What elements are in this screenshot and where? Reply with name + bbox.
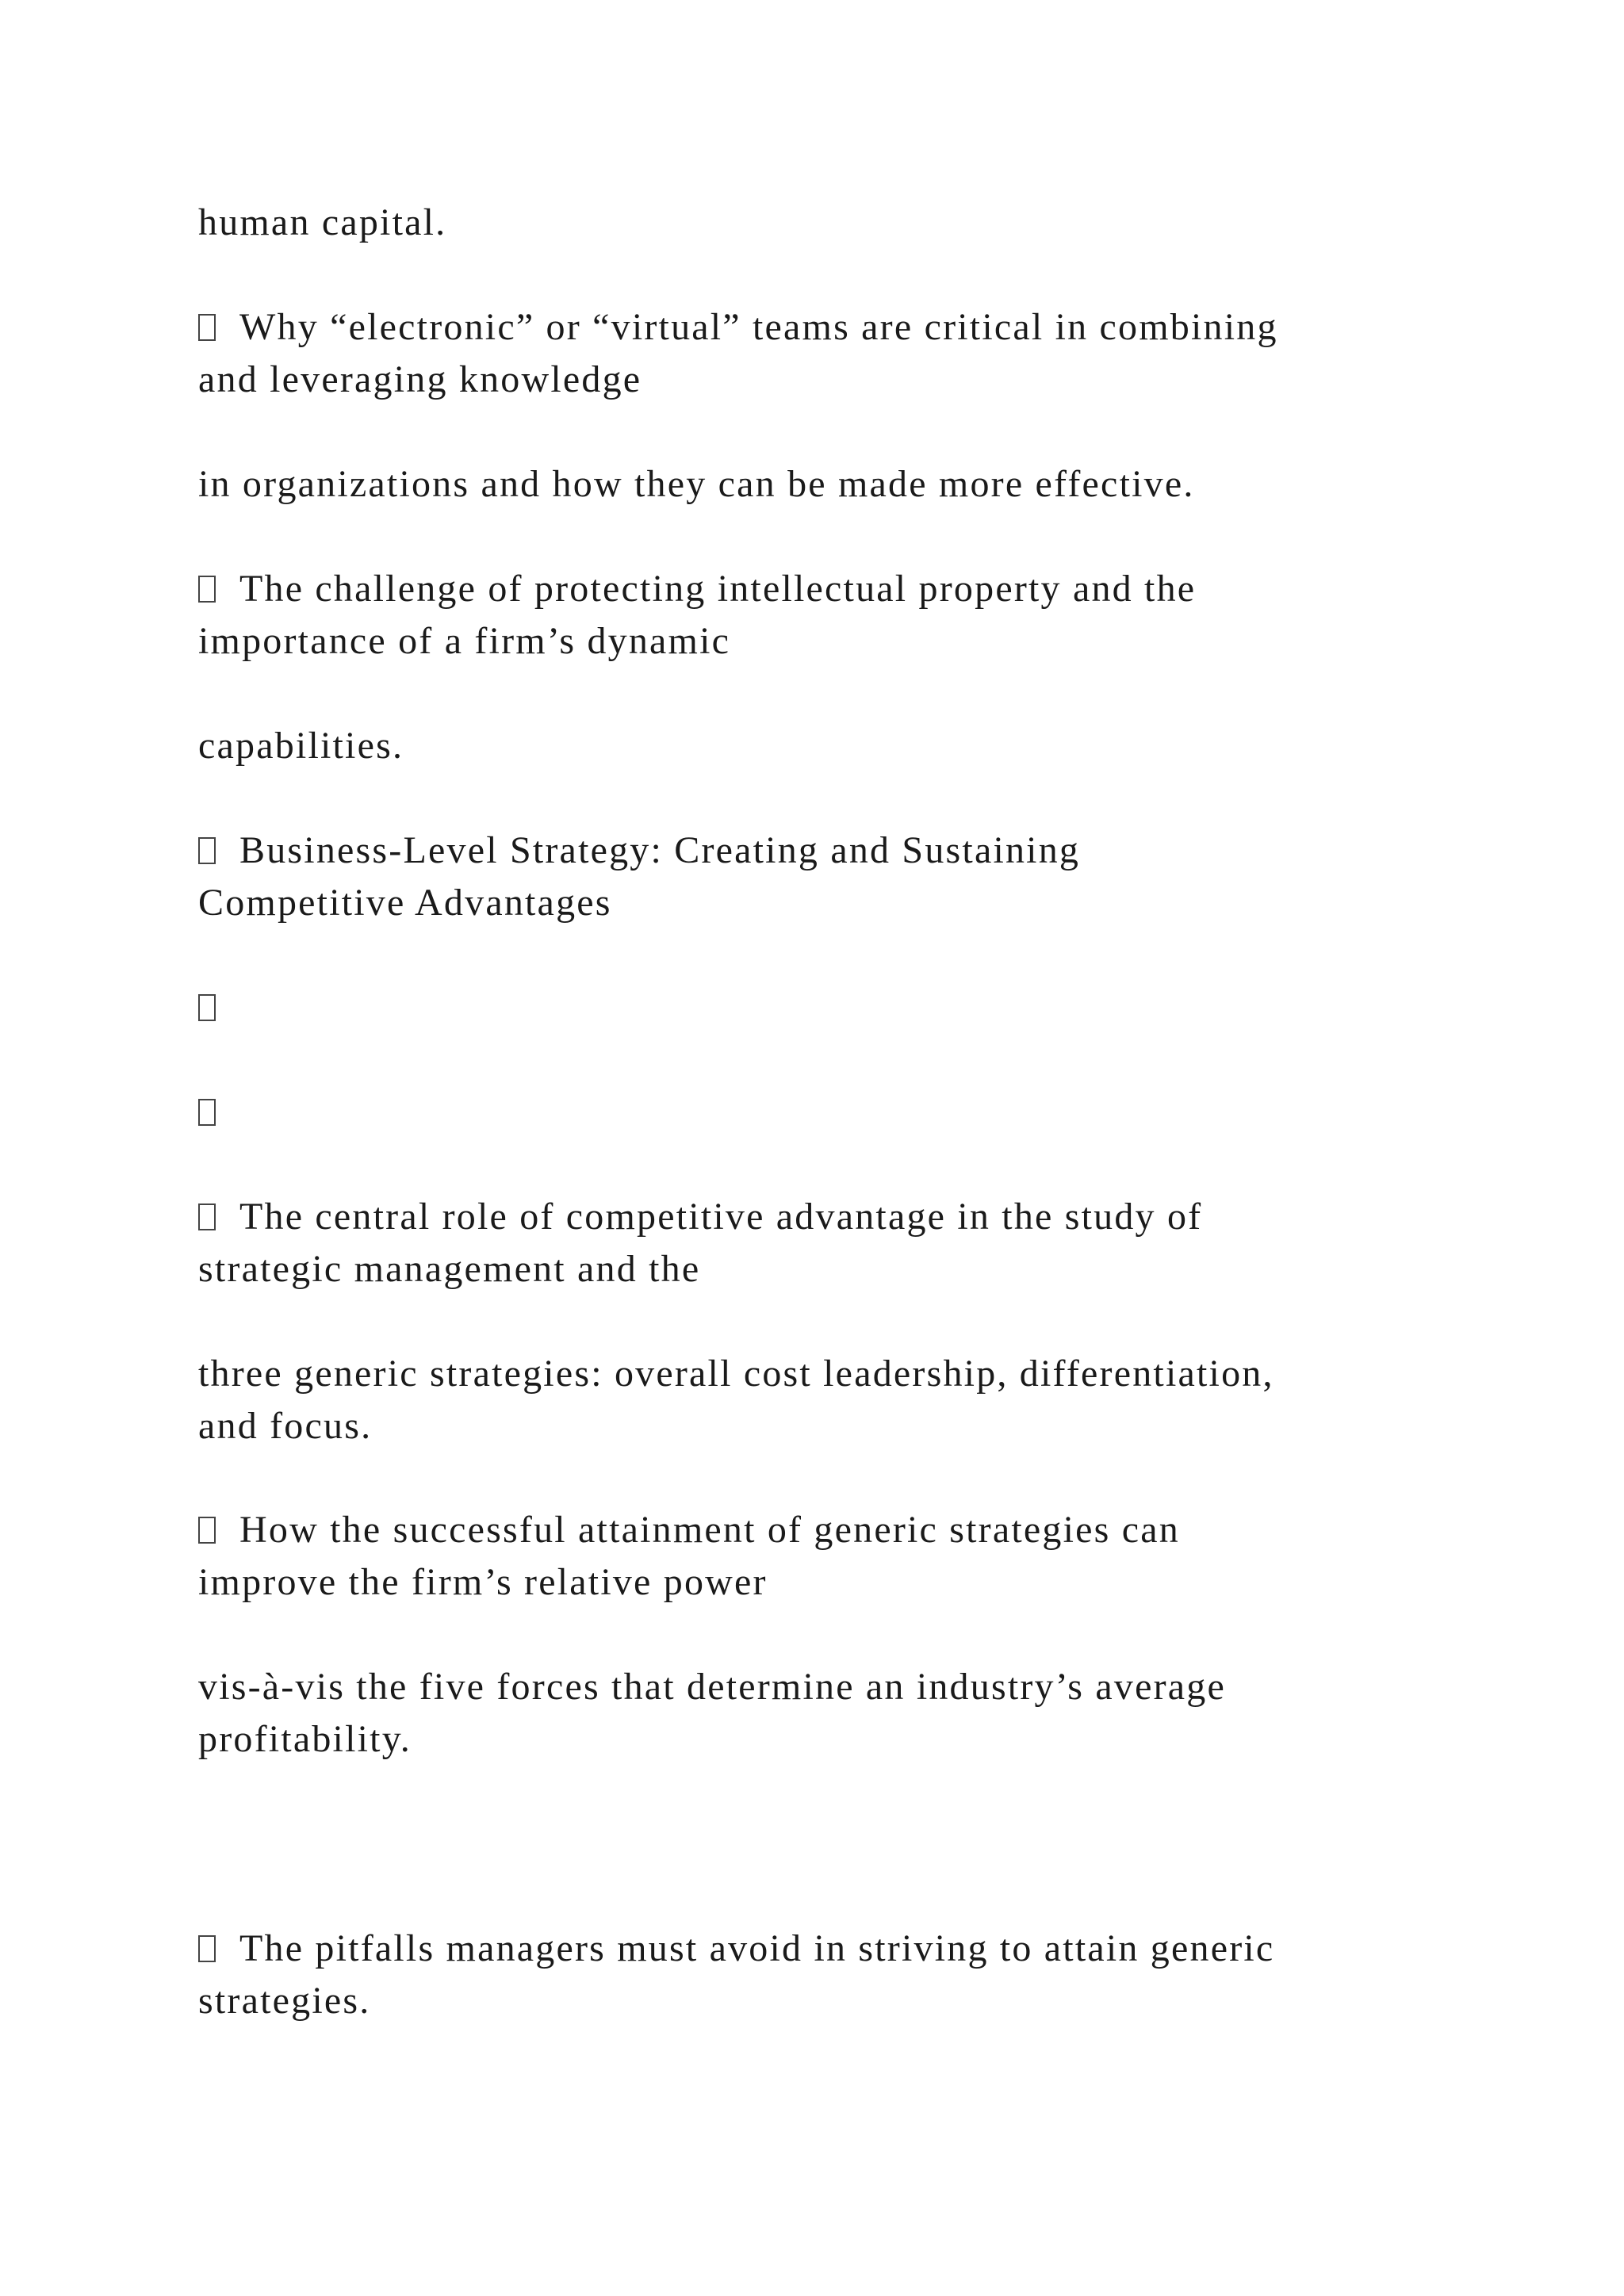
text-line: strategic management and the xyxy=(198,1248,701,1290)
text-segment: The challenge of protecting intellectual property and the xyxy=(239,568,1197,610)
text-line: importance of a firm’s dynamic xyxy=(198,620,731,662)
text-line: profitability. xyxy=(198,1718,412,1760)
bullet-glyph-icon xyxy=(198,837,216,864)
text-line: Competitive Advantages xyxy=(198,882,612,924)
bullet-glyph-icon xyxy=(198,314,216,341)
text-line: capabilities. xyxy=(198,725,404,767)
bullet-paragraph xyxy=(198,1923,1515,2027)
text-line xyxy=(198,825,1515,877)
bullet-glyph-icon xyxy=(198,1935,216,1962)
text-line xyxy=(198,982,1515,1034)
paragraph xyxy=(198,197,1515,249)
text-segment: Why “electronic” or “virtual” teams are critical in combining xyxy=(239,306,1278,348)
text-line xyxy=(198,563,1515,615)
text-line xyxy=(198,301,1515,354)
text-line xyxy=(198,1504,1515,1556)
text-line: vis-à-vis the five forces that determine an industry’s average xyxy=(198,1666,1226,1708)
text-line xyxy=(198,1086,1515,1138)
bullet-paragraph xyxy=(198,301,1515,406)
text-line: strategies. xyxy=(198,1980,371,2022)
paragraph xyxy=(198,1661,1515,1766)
paragraph xyxy=(198,720,1515,772)
text-segment: The central role of competitive advantage in the study of xyxy=(239,1196,1203,1238)
bullet-paragraph xyxy=(198,982,1515,1034)
bullet-paragraph xyxy=(198,1086,1515,1138)
bullet-paragraph xyxy=(198,1504,1515,1609)
text-line: three generic strategies: overall cost leadership, differentiation, xyxy=(198,1353,1274,1395)
bullet-glyph-icon xyxy=(198,994,216,1021)
text-line: human capital. xyxy=(198,201,447,243)
paragraph xyxy=(198,1348,1515,1452)
bullet-glyph-icon xyxy=(198,576,216,603)
text-line xyxy=(198,1923,1515,1975)
text-segment: How the successful attainment of generic strategies can xyxy=(239,1509,1180,1551)
paragraph xyxy=(198,458,1515,511)
text-line: and leveraging knowledge xyxy=(198,358,642,400)
bullet-paragraph xyxy=(198,563,1515,668)
text-line: improve the firm’s relative power xyxy=(198,1561,768,1603)
bullet-glyph-icon xyxy=(198,1517,216,1544)
bullet-glyph-icon xyxy=(198,1099,216,1126)
text-line xyxy=(198,1191,1515,1243)
text-line: and focus. xyxy=(198,1405,373,1447)
text-segment: The pitfalls managers must avoid in striving to attain generic xyxy=(239,1927,1275,1969)
text-line: in organizations and how they can be made more effective. xyxy=(198,463,1195,505)
bullet-paragraph xyxy=(198,825,1515,929)
bullet-glyph-icon xyxy=(198,1203,216,1230)
text-segment: Business-Level Strategy: Creating and Sustaining xyxy=(239,829,1081,871)
bullet-paragraph xyxy=(198,1191,1515,1295)
